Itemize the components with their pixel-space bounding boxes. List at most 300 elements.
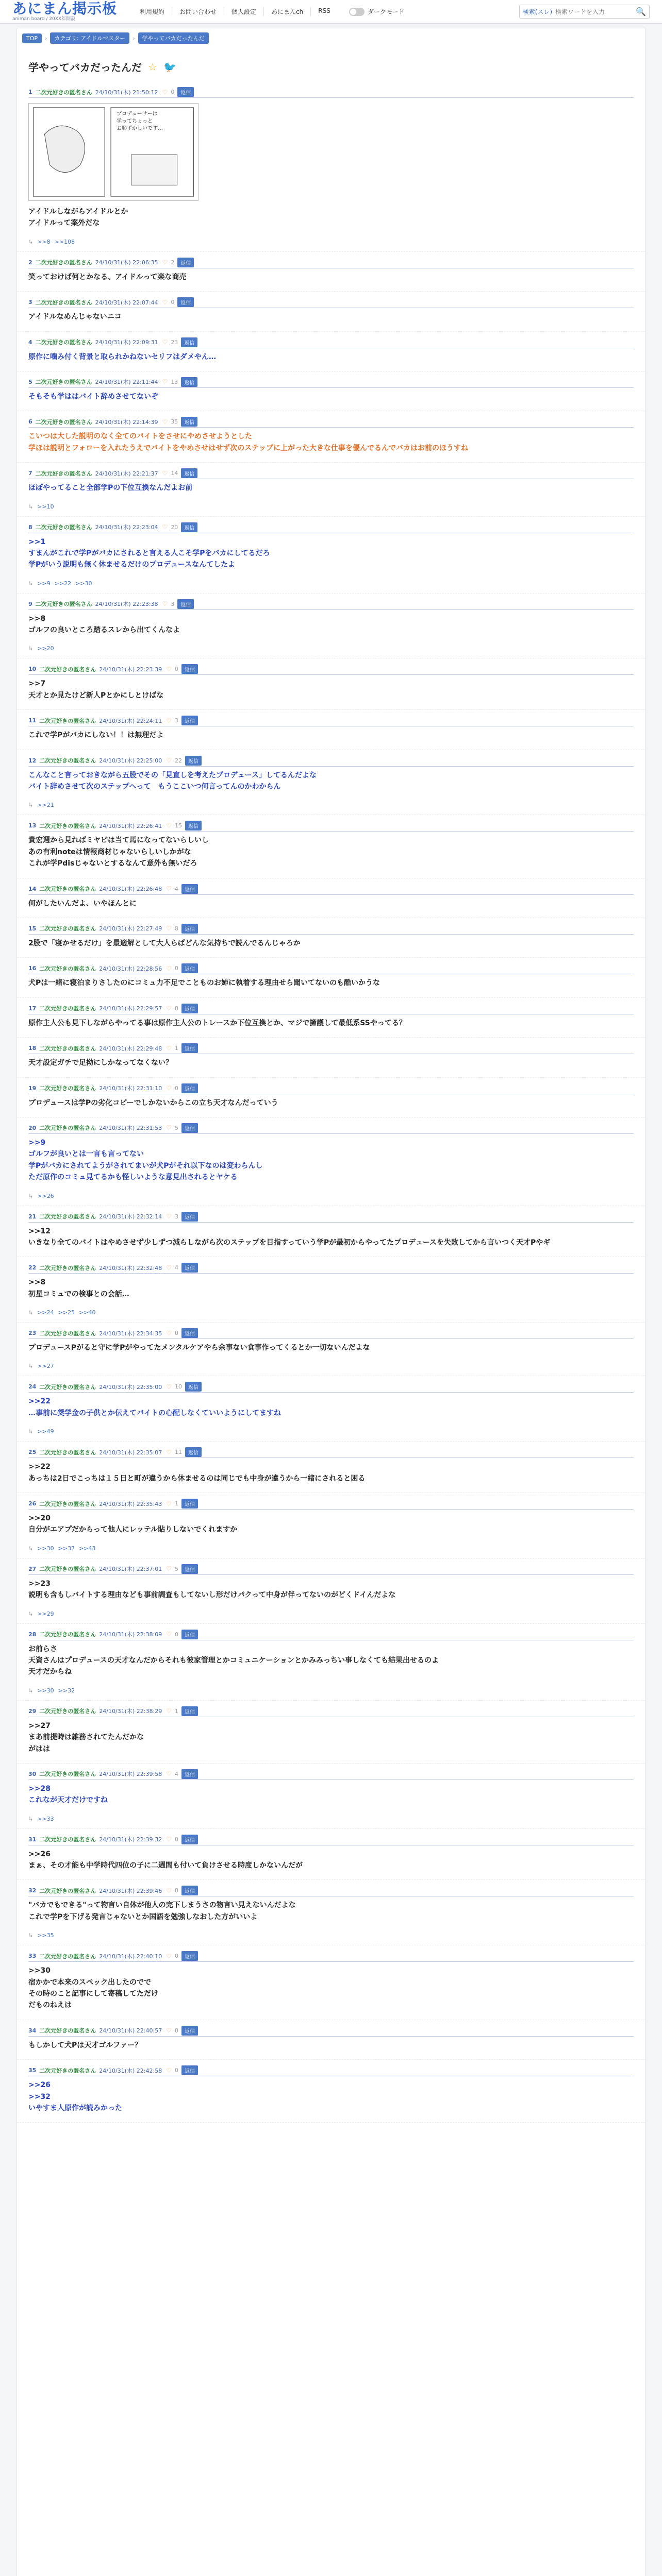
breadcrumb-thread[interactable]: 学やってバカだったんだ bbox=[138, 32, 209, 44]
post-meta bbox=[28, 1706, 634, 1717]
reply-arrow-icon: ↳ bbox=[28, 238, 34, 245]
nav-animanch[interactable]: あにまんch bbox=[263, 7, 310, 16]
like-count: 15 bbox=[174, 822, 182, 829]
post-number[interactable]: 23 bbox=[28, 1330, 37, 1337]
post-meta bbox=[28, 522, 634, 533]
heart-icon[interactable]: ♡ bbox=[166, 2066, 172, 2074]
poster-name: 二次元好きの匿名さん bbox=[35, 601, 92, 608]
reply-links bbox=[28, 1309, 634, 1316]
poster-name: 二次元好きの匿名さん bbox=[35, 524, 92, 531]
reply-button[interactable]: 返信 bbox=[181, 963, 198, 973]
breadcrumb-top[interactable]: TOP bbox=[22, 33, 42, 43]
post-date: 24/10/31(木) 22:06:35 bbox=[95, 259, 158, 266]
reply-arrow-icon: ↳ bbox=[28, 1932, 34, 1939]
post-date: 24/10/31(木) 22:23:04 bbox=[95, 524, 158, 531]
thread-titlebar bbox=[17, 48, 645, 81]
post-number[interactable]: 18 bbox=[28, 1045, 37, 1052]
like-count: 4 bbox=[174, 885, 178, 892]
post bbox=[17, 1206, 645, 1258]
reply-anchor-link[interactable]: >>26 bbox=[37, 1192, 54, 1199]
reply-button[interactable]: 返信 bbox=[181, 337, 197, 347]
post-body: >>27 まあ前提時は雑務されてたんだかな がはは bbox=[28, 1721, 144, 1753]
post-number[interactable]: 21 bbox=[28, 1213, 37, 1220]
post-meta bbox=[28, 1447, 634, 1458]
post-number[interactable]: 31 bbox=[28, 1836, 37, 1843]
reply-links bbox=[28, 1611, 634, 1617]
post-number[interactable]: 12 bbox=[28, 757, 37, 764]
post-date: 24/10/31(木) 22:40:57 bbox=[99, 2027, 162, 2035]
post-body: >>8 ゴルフの良いところ踏るスレから出てくんなよ bbox=[28, 614, 180, 635]
post-number[interactable]: 34 bbox=[28, 2027, 37, 2034]
post-number[interactable]: 35 bbox=[28, 2067, 37, 2074]
reply-anchor-link[interactable]: >>108 bbox=[54, 238, 75, 245]
post-body: >>28 これなが天才だけですね bbox=[28, 1784, 108, 1805]
post-meta bbox=[28, 884, 634, 895]
reply-button[interactable]: 返信 bbox=[181, 377, 197, 387]
reply-button[interactable]: 返信 bbox=[181, 1004, 198, 1013]
poster-name: 二次元好きの匿名さん bbox=[39, 757, 96, 765]
like-count: 0 bbox=[174, 965, 178, 972]
like-count: 0 bbox=[171, 299, 175, 306]
heart-icon[interactable]: ♡ bbox=[166, 717, 172, 724]
like-count: 0 bbox=[174, 1631, 178, 1638]
post bbox=[17, 750, 645, 816]
poster-name: 二次元好きの匿名さん bbox=[39, 2027, 96, 2035]
heart-icon[interactable]: ♡ bbox=[166, 1084, 172, 1092]
post-date: 24/10/31(木) 22:29:57 bbox=[99, 1005, 162, 1012]
reply-links bbox=[28, 645, 634, 652]
nav-rss[interactable]: RSS bbox=[310, 7, 338, 16]
post-body: これで学Pがバカにしない！！は無理だよ bbox=[28, 731, 164, 740]
like-count: 5 bbox=[174, 1124, 178, 1131]
post-meta bbox=[28, 1498, 634, 1510]
reply-anchor-link[interactable]: >>25 bbox=[58, 1309, 75, 1316]
post-meta bbox=[28, 1328, 634, 1339]
reply-button[interactable]: 返信 bbox=[177, 87, 194, 97]
post bbox=[17, 958, 645, 997]
search-scope-select[interactable]: 検索(スレ) bbox=[522, 8, 553, 15]
post-body: >>8 初星コミュでの検事との会話… bbox=[28, 1278, 129, 1298]
post-meta bbox=[28, 755, 634, 767]
post bbox=[17, 411, 645, 463]
reply-anchor-link[interactable]: >>10 bbox=[37, 503, 54, 510]
post bbox=[17, 815, 645, 878]
post bbox=[17, 1257, 645, 1323]
post-meta bbox=[28, 1381, 634, 1393]
post-date: 24/10/31(木) 22:26:48 bbox=[99, 886, 162, 893]
like-count: 10 bbox=[174, 1383, 182, 1391]
like-count: 1 bbox=[174, 1500, 178, 1507]
poster-name: 二次元好きの匿名さん bbox=[39, 1566, 96, 1573]
post bbox=[17, 1117, 645, 1206]
poster-name: 二次元好きの匿名さん bbox=[35, 339, 92, 346]
post-number[interactable]: 28 bbox=[28, 1631, 37, 1638]
post bbox=[17, 1880, 645, 1945]
post-date: 24/10/31(木) 22:31:10 bbox=[99, 1085, 162, 1092]
post-number[interactable]: 15 bbox=[28, 925, 37, 932]
toggle-switch[interactable] bbox=[349, 8, 365, 16]
like-count: 3 bbox=[174, 1213, 178, 1220]
poster-name: 二次元好きの匿名さん bbox=[39, 1953, 96, 1960]
post-number[interactable]: 29 bbox=[28, 1707, 37, 1715]
reply-button[interactable]: 返信 bbox=[181, 1951, 198, 1961]
reply-arrow-icon: ↳ bbox=[28, 1610, 34, 1617]
heart-icon[interactable]: ♡ bbox=[166, 885, 172, 893]
post-body: 天才設定ガチで足拗にしかなってなくない？ bbox=[28, 1059, 173, 1067]
post-meta bbox=[28, 377, 634, 388]
poster-name: 二次元好きの匿名さん bbox=[35, 299, 92, 306]
reply-anchor-link[interactable]: >>37 bbox=[58, 1545, 75, 1552]
post bbox=[17, 332, 645, 371]
heart-icon[interactable]: ♡ bbox=[166, 1448, 172, 1456]
post-number[interactable]: 4 bbox=[28, 338, 32, 346]
heart-icon[interactable]: ♡ bbox=[162, 523, 168, 531]
post-body: >>26 まぁ、その才能も中学時代四位の子に二週間も付いて負けさせる時度しかないんだが bbox=[28, 1850, 303, 1870]
dark-mode-toggle[interactable] bbox=[349, 7, 405, 16]
like-count: 0 bbox=[174, 666, 178, 673]
reply-anchor-link[interactable]: >>35 bbox=[37, 1932, 54, 1939]
like-count: 2 bbox=[171, 259, 175, 266]
reply-button[interactable]: 返信 bbox=[181, 884, 198, 894]
heart-icon[interactable]: ♡ bbox=[166, 925, 172, 933]
reply-button[interactable]: 返信 bbox=[181, 522, 197, 532]
reply-button[interactable]: 返信 bbox=[181, 924, 198, 934]
reply-arrow-icon: ↳ bbox=[28, 802, 34, 809]
post-number[interactable]: 20 bbox=[28, 1124, 37, 1131]
post-number[interactable]: 24 bbox=[28, 1383, 37, 1391]
heart-icon[interactable]: ♡ bbox=[166, 665, 172, 673]
poster-name: 二次元好きの匿名さん bbox=[35, 379, 92, 386]
site-header bbox=[0, 0, 662, 24]
post bbox=[17, 594, 645, 659]
logo-text: あにまん掲示板 bbox=[12, 0, 118, 17]
post-date: 24/10/31(木) 22:35:43 bbox=[99, 1500, 162, 1507]
post bbox=[17, 1829, 645, 1880]
nav-settings[interactable]: 個人設定 bbox=[224, 7, 263, 16]
post-number[interactable]: 7 bbox=[28, 470, 32, 477]
heart-icon[interactable]: ♡ bbox=[166, 1836, 172, 1843]
heart-icon[interactable]: ♡ bbox=[166, 757, 172, 765]
poster-name: 二次元好きの匿名さん bbox=[39, 1708, 96, 1715]
heart-icon[interactable]: ♡ bbox=[166, 1631, 172, 1638]
poster-name: 二次元好きの匿名さん bbox=[35, 89, 92, 96]
heart-icon[interactable]: ♡ bbox=[162, 600, 168, 608]
nav-contact[interactable]: お問い合わせ bbox=[172, 7, 224, 16]
post-number[interactable]: 14 bbox=[28, 885, 37, 892]
post-number[interactable]: 13 bbox=[28, 822, 37, 829]
post-body: >>7 天才とか見たけど新人Pとかにしとけばな bbox=[28, 680, 164, 700]
post-body: >>20 自分がエアプだからって他人にレッテル貼りしないでくれますか bbox=[28, 1514, 238, 1534]
post-date: 24/10/31(木) 22:11:44 bbox=[95, 379, 158, 386]
post bbox=[17, 710, 645, 750]
site-logo[interactable] bbox=[12, 2, 117, 22]
reply-anchor-link[interactable]: >>24 bbox=[37, 1309, 54, 1316]
heart-icon[interactable]: ♡ bbox=[162, 378, 168, 386]
reply-button[interactable]: 返信 bbox=[181, 1886, 198, 1895]
post bbox=[17, 2060, 645, 2123]
post-body: >>12 いきなり全てのバイトはやめさせず少しずつ減らしながら次のステップを目指すっていう学Pが最初からやってたプロデュースを失敗してから言いつく天才Pやギ bbox=[28, 1227, 551, 1247]
reply-button[interactable]: 返信 bbox=[181, 1328, 198, 1338]
reply-anchor-link[interactable]: >>30 bbox=[37, 1687, 54, 1694]
post-number[interactable]: 5 bbox=[28, 378, 32, 385]
poster-name: 二次元好きの匿名さん bbox=[35, 470, 92, 477]
post bbox=[17, 292, 645, 331]
post-number[interactable]: 16 bbox=[28, 965, 37, 972]
reply-links bbox=[28, 1932, 634, 1939]
reply-anchor-link[interactable]: >>30 bbox=[37, 1545, 54, 1552]
nav-terms[interactable]: 利用規約 bbox=[140, 8, 165, 15]
post bbox=[17, 998, 645, 1038]
post-number[interactable]: 1 bbox=[28, 89, 32, 95]
post-date: 24/10/31(木) 22:39:58 bbox=[99, 1771, 162, 1778]
post-meta bbox=[28, 297, 634, 308]
reply-arrow-icon: ↳ bbox=[28, 580, 34, 587]
poster-name: 二次元好きの匿名さん bbox=[39, 1631, 96, 1638]
reply-arrow-icon: ↳ bbox=[28, 1192, 34, 1199]
like-count: 0 bbox=[174, 2067, 178, 2074]
reply-button[interactable]: 返信 bbox=[181, 664, 198, 674]
reply-button[interactable]: 返信 bbox=[181, 468, 197, 478]
heart-icon[interactable]: ♡ bbox=[166, 822, 172, 829]
reply-arrow-icon: ↳ bbox=[28, 645, 34, 652]
post-body: こいつは大した説明のなく全てのバイトをさせにやめさせようとした 学ほは説明とフォローを入れたうえでバイトをやめさせはせず次のステップに上がった大きな仕事を優んでるんでバカはお前のほうすね bbox=[28, 432, 469, 452]
heart-icon[interactable]: ♡ bbox=[166, 1005, 172, 1012]
reply-button[interactable]: 返信 bbox=[185, 756, 202, 766]
header-nav bbox=[133, 7, 338, 16]
post-date: 24/10/31(木) 22:32:14 bbox=[99, 1213, 162, 1220]
heart-icon[interactable]: ♡ bbox=[166, 1124, 172, 1132]
reply-button[interactable]: 返信 bbox=[181, 1630, 198, 1639]
post-number[interactable]: 3 bbox=[28, 299, 32, 306]
poster-name: 二次元好きの匿名さん bbox=[39, 886, 96, 893]
like-count: 1 bbox=[174, 1045, 178, 1052]
post-meta bbox=[28, 2065, 634, 2076]
reply-button[interactable]: 返信 bbox=[181, 1564, 198, 1574]
reply-anchor-link[interactable]: >>29 bbox=[37, 1610, 54, 1617]
main-content bbox=[16, 28, 646, 2576]
post-number[interactable]: 11 bbox=[28, 717, 37, 724]
reply-links bbox=[28, 1687, 634, 1694]
search-box bbox=[519, 5, 650, 19]
reply-button[interactable]: 返信 bbox=[181, 1123, 198, 1133]
reply-button[interactable]: 返信 bbox=[181, 417, 197, 427]
search-input[interactable] bbox=[555, 8, 633, 15]
post-date: 24/10/31(木) 22:38:29 bbox=[99, 1708, 162, 1715]
post-number[interactable]: 27 bbox=[28, 1565, 37, 1572]
post-number[interactable]: 19 bbox=[28, 1084, 37, 1092]
post bbox=[17, 878, 645, 918]
heart-icon[interactable]: ♡ bbox=[162, 88, 168, 96]
search-icon[interactable]: 🔍 bbox=[636, 7, 646, 16]
reply-button[interactable]: 返信 bbox=[185, 821, 202, 831]
reply-anchor-link[interactable]: >>43 bbox=[79, 1545, 96, 1552]
reply-button[interactable]: 返信 bbox=[181, 1706, 198, 1716]
heart-icon[interactable]: ♡ bbox=[162, 338, 168, 346]
post bbox=[17, 252, 645, 292]
post-date: 24/10/31(木) 22:32:48 bbox=[99, 1264, 162, 1272]
post-body: 何がしたいんだよ、いやほんとに bbox=[28, 899, 137, 908]
post-number[interactable]: 6 bbox=[28, 418, 32, 426]
favorite-star-icon[interactable]: ☆ bbox=[148, 60, 157, 73]
post-date: 24/10/31(木) 22:28:56 bbox=[99, 965, 162, 972]
post-meta bbox=[28, 664, 634, 675]
post-date: 24/10/31(木) 22:27:49 bbox=[99, 925, 162, 933]
heart-icon[interactable]: ♡ bbox=[166, 964, 172, 972]
post-number[interactable]: 22 bbox=[28, 1264, 37, 1272]
post-number[interactable]: 26 bbox=[28, 1500, 37, 1507]
reply-anchor-link[interactable]: >>49 bbox=[37, 1428, 54, 1435]
reply-links bbox=[28, 239, 634, 245]
reply-anchor-link[interactable]: >>21 bbox=[37, 802, 54, 809]
post-meta bbox=[28, 1083, 634, 1094]
reply-anchor-link[interactable]: >>33 bbox=[37, 1815, 54, 1822]
poster-name: 二次元好きの匿名さん bbox=[39, 1005, 96, 1012]
post-number[interactable]: 30 bbox=[28, 1770, 37, 1777]
post-date: 24/10/31(木) 22:34:35 bbox=[99, 1330, 162, 1337]
poster-name: 二次元好きの匿名さん bbox=[39, 1887, 96, 1894]
post bbox=[17, 1323, 645, 1376]
heart-icon[interactable]: ♡ bbox=[166, 1565, 172, 1573]
like-count: 4 bbox=[174, 1770, 178, 1777]
heart-icon[interactable]: ♡ bbox=[162, 298, 168, 306]
post-body: >>9 ゴルフが良いとは一言も言ってない 学Pがバカにされてようがされてまいが犬Pがそれ以下なのは変わらんし ただ原作のコミュ見てるかも怪しいような意見出されるとヤケる bbox=[28, 1138, 263, 1182]
reply-arrow-icon: ↳ bbox=[28, 1545, 34, 1552]
poster-name: 二次元好きの匿名さん bbox=[39, 1125, 96, 1132]
post-body: 2股で「寝かせるだけ」を最適解として大人らばどんな気持ちで読んでるんじゃろか bbox=[28, 939, 301, 947]
post-body: >>1 すまんがこれで学Pがバカにされると言える人こそ学Pをバカにしてるだろ 学Pがいう説明も無く休ませるだけのプロデュースなんてしたよ bbox=[28, 537, 270, 569]
post bbox=[17, 1493, 645, 1558]
heart-icon[interactable]: ♡ bbox=[162, 259, 168, 266]
post-image[interactable] bbox=[28, 103, 198, 201]
reply-arrow-icon: ↳ bbox=[28, 1363, 34, 1370]
heart-icon[interactable]: ♡ bbox=[166, 1264, 172, 1272]
post-number[interactable]: 33 bbox=[28, 1953, 37, 1960]
breadcrumb-category[interactable]: カテゴリ: アイドルマスター bbox=[50, 32, 129, 44]
like-count: 0 bbox=[174, 1836, 178, 1843]
reply-button[interactable]: 返信 bbox=[185, 1447, 202, 1457]
heart-icon[interactable]: ♡ bbox=[162, 418, 168, 426]
heart-icon[interactable]: ♡ bbox=[162, 469, 168, 477]
post-meta bbox=[28, 923, 634, 935]
heart-icon[interactable]: ♡ bbox=[166, 2027, 172, 2035]
reply-button[interactable]: 返信 bbox=[181, 1835, 198, 1844]
heart-icon[interactable]: ♡ bbox=[166, 1770, 172, 1778]
like-count: 35 bbox=[171, 418, 178, 426]
post-meta bbox=[28, 1834, 634, 1845]
heart-icon[interactable]: ♡ bbox=[166, 1500, 172, 1507]
reply-anchor-link[interactable]: >>32 bbox=[58, 1687, 75, 1694]
post-body: >>22 あっちは2日でこっちは１５日と町が違うから休ませるのは同じでも中身が違うから一緒にされると困る bbox=[28, 1463, 366, 1483]
breadcrumb-separator: › bbox=[45, 35, 47, 42]
poster-name: 二次元好きの匿名さん bbox=[39, 717, 96, 724]
reply-anchor-link[interactable]: >>27 bbox=[37, 1363, 54, 1370]
post-meta bbox=[28, 1262, 634, 1274]
post-date: 24/10/31(木) 22:29:48 bbox=[99, 1045, 162, 1052]
poster-name: 二次元好きの匿名さん bbox=[39, 1264, 96, 1272]
reply-button[interactable]: 返信 bbox=[181, 1499, 198, 1509]
post bbox=[17, 2020, 645, 2060]
heart-icon[interactable]: ♡ bbox=[166, 1383, 172, 1391]
post-number[interactable]: 8 bbox=[28, 523, 32, 531]
post-body: ほぼやってること全部学Pの下位互換なんだよお前 bbox=[28, 484, 193, 493]
post-date: 24/10/31(木) 21:50:12 bbox=[95, 89, 158, 96]
post-number[interactable]: 25 bbox=[28, 1449, 37, 1456]
post-date: 24/10/31(木) 22:42:58 bbox=[99, 2067, 162, 2074]
reply-arrow-icon: ↳ bbox=[28, 1687, 34, 1694]
breadcrumb-separator: › bbox=[133, 35, 135, 42]
poster-name: 二次元好きの匿名さん bbox=[39, 666, 96, 673]
reply-button[interactable]: 返信 bbox=[177, 599, 194, 609]
reply-button[interactable]: 返信 bbox=[181, 1083, 198, 1093]
post bbox=[17, 371, 645, 411]
post-list bbox=[17, 81, 645, 2123]
heart-icon[interactable]: ♡ bbox=[166, 1329, 172, 1337]
reply-button[interactable]: 返信 bbox=[181, 2065, 198, 2075]
heart-icon[interactable]: ♡ bbox=[166, 1707, 172, 1715]
reply-button[interactable]: 返信 bbox=[177, 258, 194, 267]
post-number[interactable]: 17 bbox=[28, 1005, 37, 1012]
like-count: 0 bbox=[174, 1330, 178, 1337]
like-count: 1 bbox=[174, 1707, 178, 1715]
post bbox=[17, 1945, 645, 2020]
post-date: 24/10/31(木) 22:35:00 bbox=[99, 1383, 162, 1391]
heart-icon[interactable]: ♡ bbox=[166, 1887, 172, 1894]
post-number[interactable]: 32 bbox=[28, 1887, 37, 1894]
post-date: 24/10/31(木) 22:39:32 bbox=[99, 1836, 162, 1843]
post bbox=[17, 1038, 645, 1077]
reply-anchor-link[interactable]: >>22 bbox=[54, 580, 72, 587]
reply-anchor-link[interactable]: >>20 bbox=[37, 645, 54, 652]
reply-arrow-icon: ↳ bbox=[28, 503, 34, 510]
like-count: 0 bbox=[174, 2027, 178, 2034]
post-date: 24/10/31(木) 22:21:37 bbox=[95, 470, 158, 477]
reply-arrow-icon: ↳ bbox=[28, 1815, 34, 1822]
post-number[interactable]: 2 bbox=[28, 259, 32, 266]
poster-name: 二次元好きの匿名さん bbox=[39, 925, 96, 933]
dark-mode-label: ダークモード bbox=[367, 8, 405, 15]
reply-button[interactable]: 返信 bbox=[181, 1043, 198, 1053]
post-meta bbox=[28, 468, 634, 479]
post-meta bbox=[28, 2025, 634, 2037]
post-body: >>26 >>32 いやすま人原作が読みかった bbox=[28, 2081, 122, 2112]
reply-button[interactable]: 返信 bbox=[177, 297, 194, 307]
reply-anchor-link[interactable]: >>8 bbox=[37, 238, 51, 245]
heart-icon[interactable]: ♡ bbox=[166, 1044, 172, 1052]
heart-icon[interactable]: ♡ bbox=[166, 1952, 172, 1960]
post-body: 笑っておけば何とかなる、アイドルって楽な商売 bbox=[28, 273, 187, 281]
poster-name: 二次元好きの匿名さん bbox=[35, 418, 92, 426]
post bbox=[17, 1764, 645, 1829]
post-body: プロデュースPがると守に学Pがやってたメンタルケアやら余事ない食事作ってくるとか一切ないんだよな bbox=[28, 1344, 370, 1352]
post-meta bbox=[28, 1211, 634, 1223]
like-count: 13 bbox=[171, 378, 178, 385]
twitter-share-icon[interactable]: 🐦 bbox=[163, 60, 176, 73]
heart-icon[interactable]: ♡ bbox=[166, 1213, 172, 1220]
post-number[interactable]: 10 bbox=[28, 666, 37, 673]
reply-button[interactable]: 返信 bbox=[181, 1212, 198, 1222]
reply-anchor-link[interactable]: >>30 bbox=[75, 580, 92, 587]
poster-name: 二次元好きの匿名さん bbox=[39, 1383, 96, 1391]
post-date: 24/10/31(木) 22:25:00 bbox=[99, 757, 162, 765]
reply-anchor-link[interactable]: >>9 bbox=[37, 580, 51, 587]
reply-button[interactable]: 返信 bbox=[181, 1263, 198, 1273]
post-number[interactable]: 9 bbox=[28, 600, 32, 607]
reply-anchor-link[interactable]: >>40 bbox=[79, 1309, 96, 1316]
reply-button[interactable]: 返信 bbox=[181, 716, 198, 725]
reply-button[interactable]: 返信 bbox=[181, 1769, 198, 1779]
reply-button[interactable]: 返信 bbox=[181, 2026, 198, 2036]
reply-button[interactable]: 返信 bbox=[185, 1382, 202, 1392]
